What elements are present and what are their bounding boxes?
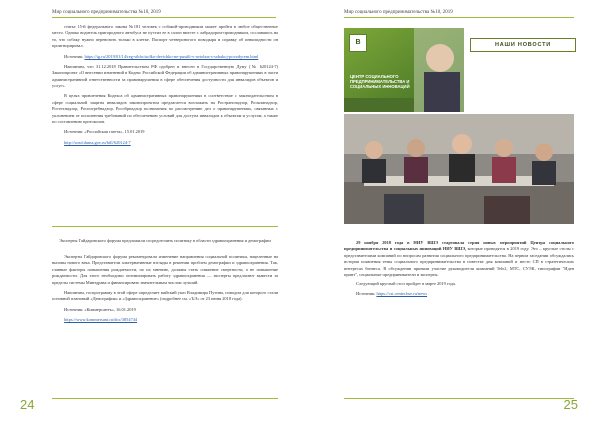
source-line: [344, 291, 574, 297]
left-column-bottom: [52, 254, 278, 327]
paragraph: статье 15-й федерального закона №181 человек с собакой-проводником может пройти в любое общественное место. Однако водитель пригородного автобуса не пустил ее в салон вместе с лабрадором-проводником, сославшись на то, что собаку нужно перевозить только в клетке. Паспорт четвероногого поводыря и справку об инвалидности он проигнорировал.: [52, 24, 278, 49]
left-column-top: [52, 24, 278, 150]
paragraph: Напомним, госпрограмму в этой сфере определяет майский указ Владимира Путина, поводом для которого стали основной плановый «Демография» и «Здравоохранение» (подробнее см. «ЪЭ» от 23 июня 2018 года).: [52, 289, 278, 302]
source-line: Источник: «Российская газета», 15.01.2019: [64, 129, 145, 135]
page-number: 25: [563, 397, 578, 412]
right-page: [300, 0, 600, 424]
footer-divider: [344, 398, 574, 399]
center-logo-text: ЦЕНТР СОЦИАЛЬНОГО ПРЕДПРИНИМАТЕЛЬСТВА И СОЦИАЛЬНЫХ ИННОВАЦИЙ: [350, 74, 410, 90]
paragraph: В целях привлечения Кодекса об административных правонарушениях в соответствие с законодательством в сфере социальной защиты инвалидов законопроектом предлагается возложить на Ространснадзор, Роскомнадзор, Ростехнадзор, Роспотребнадзор, Рособрнадзор полномочия по рассмотрению дел о правонарушениях, связанных с уклонением от исполнения требований по обеспечению условий для доступа инвалидов к объектам и услугам, а также по составлению протоколов.: [52, 93, 278, 124]
roundtable-photo: [344, 114, 574, 224]
roundtable-photo-image: [344, 114, 574, 224]
paragraph: Эксперты Гайдаровского форума рекомендовали изменение направления социальной политики, нацеленные на вызовы нового века. Представители альтернативные взгляды в решении проблем демографии и здравоохранения. Так, главные факторы повышения рождаемости, по их мнению, должны стать снижение смертности, а не повышение рождаемости. Для этого необходимо оптимизировать работу здравоохранения — эксперты предлагают вывести за пределы системы Минздрава и финансировать значительным числом лучший.: [52, 254, 278, 285]
news-lead: 29 ноября 2018 года в НИУ ВШЭ стартовала серия новых мероприятий Центра социального предпринимательства и социальных инноваций НИУ ВШЭ,: [344, 240, 574, 252]
page-number: 24: [20, 397, 35, 412]
article-title: Эксперты Гайдаровского форума предложили сосредоточить политику в области здравоохранения и демографии: [59, 238, 271, 243]
source-label: Источник:: [64, 53, 84, 59]
source-link[interactable]: https://csi.center.hse.ru/news: [376, 290, 428, 296]
source-link[interactable]: https://tg.ru/2019/01/14/reg-sibfo/stolko-devichko-ne-pustili-v-avtobus-s-sobakoj-povodyrem.html: [84, 53, 259, 59]
hse-logo-icon: В: [349, 34, 367, 52]
news-section-label: НАШИ НОВОСТИ: [470, 38, 576, 52]
source-label: Источник:: [356, 290, 376, 296]
divider: [52, 226, 278, 227]
news-paragraph: [344, 240, 574, 278]
center-logo-photo: [344, 28, 464, 112]
source-link-line: [52, 317, 278, 323]
paragraph: Следующий круглый стол пройдет в марте 2019 года.: [356, 281, 456, 287]
footer-divider: [52, 398, 278, 399]
page-header-left: Мир социального предпринимательства №10, 2019: [52, 10, 276, 18]
source-link-line: [52, 140, 278, 146]
source-line: [52, 54, 278, 60]
source-link[interactable]: https://www.kommersant.ru/doc/3854744: [64, 317, 138, 322]
news-body: которые проводятся в 2019 году. Это – круглые столы с представителями компаний по вопросам развития социального предпринимательства. На первом заседании обсуждались история появления темы социального предпринимательства в повестке дня компаний и место СП в стратегических интересах бизнеса. В обсуждении приняли участие руководители компаний Tele2, МТС, СУЭК, типографии "Иден принт", социальные предприниматели и эксперты.: [344, 246, 574, 277]
right-column: [344, 240, 574, 300]
source-link[interactable]: http://sozd.duma.gov.ru/bill/620124-7: [64, 139, 131, 145]
page-header-right: Мир социального предпринимательства №10, 2019: [344, 10, 574, 18]
source-line: Источник: «Коммерсантъ», 16.01.2019: [64, 306, 136, 312]
paragraph: Напомним, что 31.12.2018 Правительством РФ одобрен и внесен в Государственную Думу (№ 620124-7) Законопроект «О внесении изменений в Кодекс Российской Федерации об административных правонарушениях в части административной ответственности за правонарушения в сфере обеспечения доступности для инвалидов объектов и услуг».: [52, 63, 278, 88]
